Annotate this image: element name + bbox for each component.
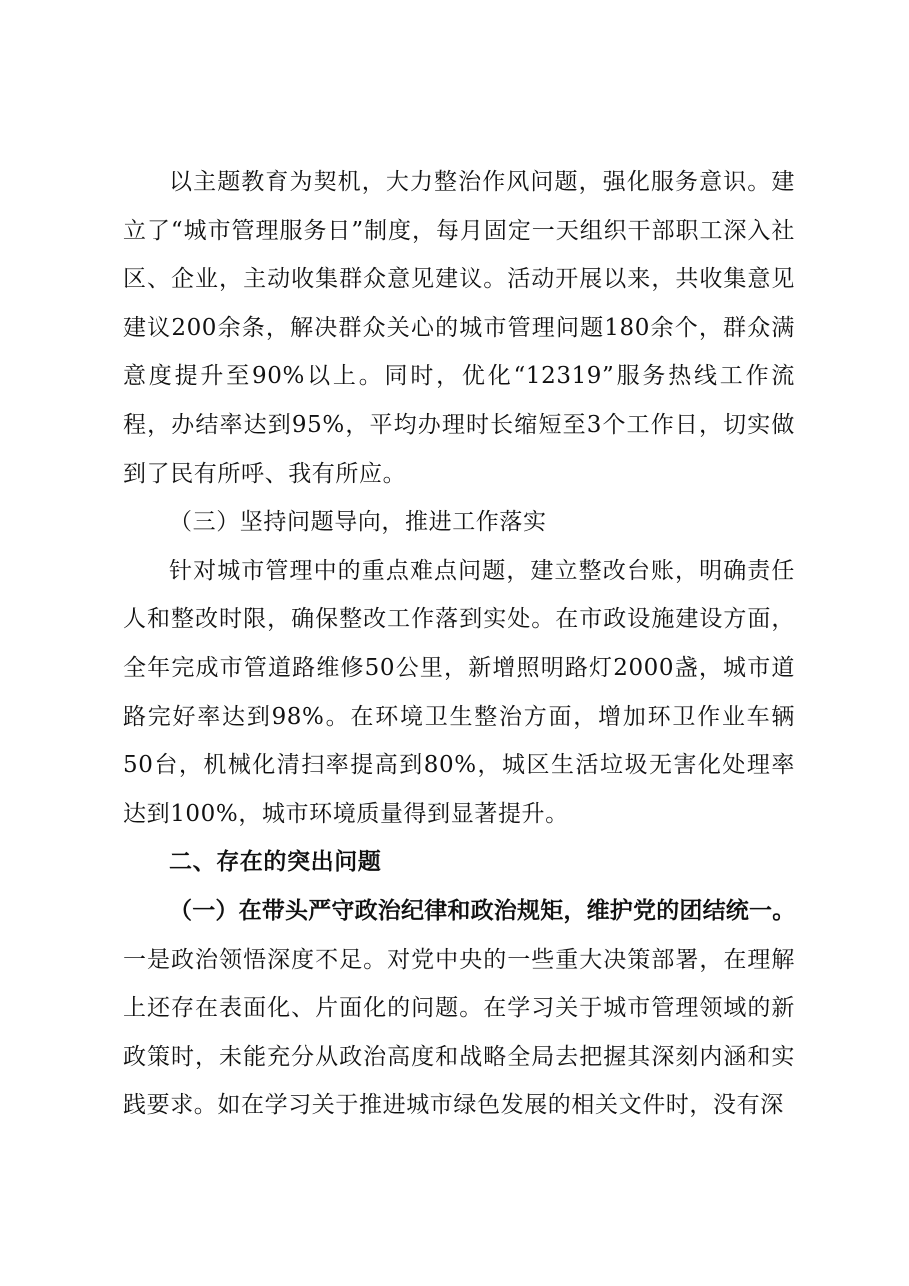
paragraph-rectification: 针对城市管理中的重点难点问题，建立整改台账，明确责任人和整改时限，确保整改工作落到实处。在市政设施建设方面，全年完成市管道路维修50公里，新增照明路灯2000盏，城市道路完好率达到98%。在环境卫生整治方面，增加环卫作业车辆50台，机械化清扫率提高到80%，城区生活垃圾无害化处理率达到100%，城市环境质量得到显著提升。 [123,557,795,827]
subheading-political-discipline: （一）在带头严守政治纪律和政治规矩，维护党的团结统一。 [169,896,796,924]
paragraph-service-awareness: 以主题教育为契机，大力整治作风问题，强化服务意识。建立了“城市管理服务日”制度，每月固定一天组织干部职工深入社区、企业，主动收集群众意见建议。活动开展以来，共收集意见建议200余条，解决群众关心的城市管理问题180余个，群众满意度提升至90%以上。同时，优化“12319”服务热线工作流程，办结率达到95%，平均办理时长缩短至3个工作日，切实做到了民有所呼、我有所应。 [123,169,795,487]
document-body [123,158,795,1130]
paragraph-political-understanding: 一是政治领悟深度不足。对党中央的一些重大决策部署，在理解上还存在表面化、片面化的问题。在学习关于城市管理领域的新政策时，未能充分从政治高度和战略全局去把握其深刻内涵和实践要求。如在学习关于推进城市绿色发展的相关文件时，没有深 [123,946,795,1119]
section-heading-problems: 二、存在的突出问题 [169,849,382,876]
subheading-problem-oriented: （三）坚持问题导向，推进工作落实 [169,509,547,536]
